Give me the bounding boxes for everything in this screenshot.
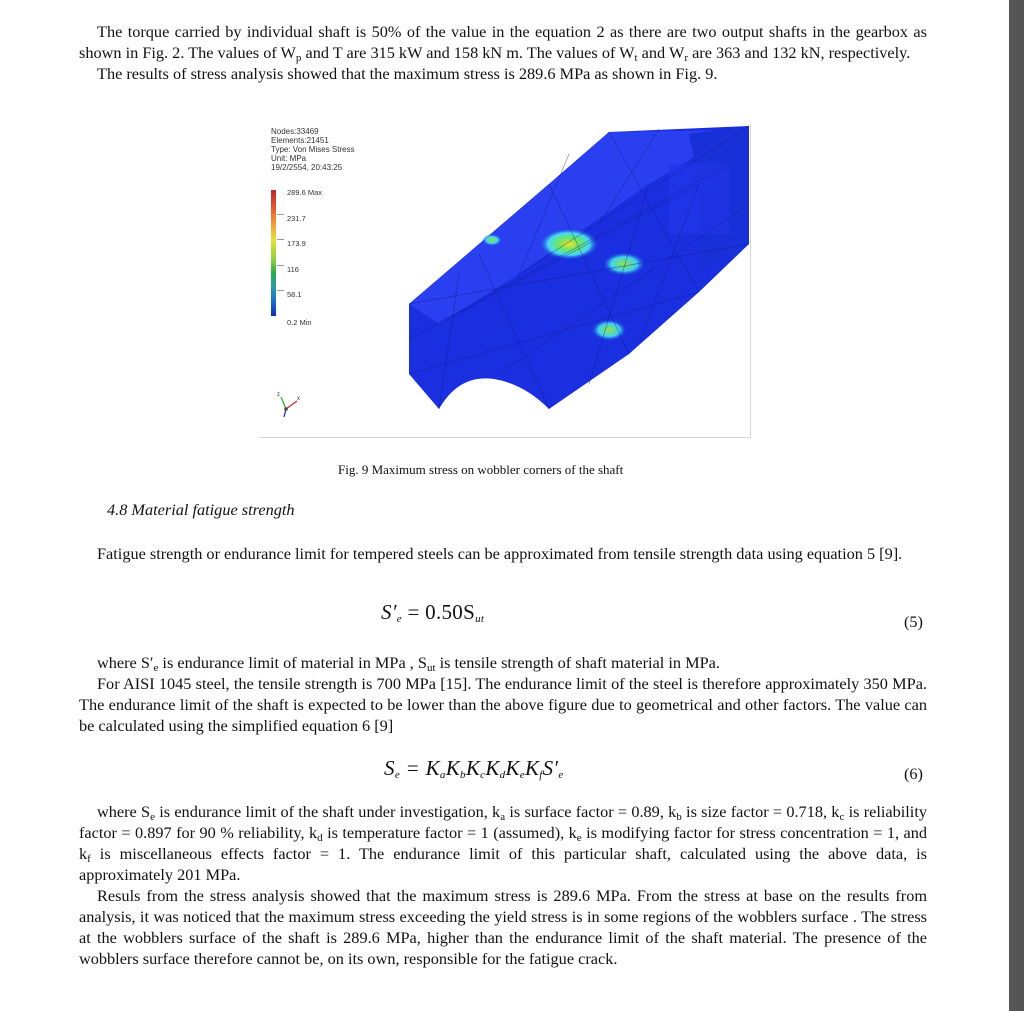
conclusion-text: Resuls from the stress analysis showed that the maximum stress is 289.6 MPa. From the stress at base on the results from analysis, it was noticed that the maximum stress exceeding the yield stress is in some regions of the wobblers surface . The stress at the wobblers surface of the shaft is 289.6 MPa, higher than the endurance limit of the shaft material. The presence of the wobblers surface therefore cannot be, on its own, responsible for the fatigue crack. — [79, 886, 927, 968]
equation-5: $S'_e = 0.50S_{ut}$ — [381, 600, 485, 625]
elements-label: Elements:21451 — [271, 136, 329, 145]
intro-paragraph — [79, 21, 927, 84]
legend-value: 58.1 — [287, 290, 302, 299]
aisi-text: For AISI 1045 steel, the tensile strength is 700 MPa [15]. The endurance limit of the steel is therefore approximately 350 MPa. The endurance limit of the shaft is expected to be lower than the above figure due to geometrical and other factors. The value can be calculated using the simplified equation 6 [9] — [79, 674, 927, 735]
fatigue-paragraph — [79, 543, 927, 564]
stress-hotspot-edge — [482, 234, 502, 246]
legend-value: 116 — [287, 265, 299, 274]
viewer-scroll-edge — [1009, 0, 1024, 1011]
axis-triad-icon — [271, 389, 301, 419]
where-line: where $S'_e$ is endurance limit of material in MPa , $S_{ut}$ is tensile strength of shaft material in MPa. — [97, 653, 720, 674]
unit-label: Unit: MPa — [271, 154, 307, 163]
date-label: 19/2/2554, 20:43:25 — [271, 163, 343, 172]
figure-info-block — [271, 127, 355, 172]
legend-tick — [277, 290, 284, 291]
section-heading: 4.8 Material fatigue strength — [107, 500, 295, 519]
type-label: Type: Von Mises Stress — [271, 145, 355, 154]
legend-max: 289.6 Max — [287, 188, 323, 197]
legend-tick — [277, 214, 284, 215]
stress-hotspot-secondary — [602, 252, 646, 276]
endurance-paragraph — [79, 652, 927, 736]
factors-text: where $S_e$ is endurance limit of the shaft under investigation, $k_a$ is surface factor = 0.89, $k_b$ is size factor = 0.718, $k_c$ is reliability factor = 0.897 for 90 % reliability, $k_d$ is temperature factor = 1 (assumed), $k_e$ is modifying factor for stress concentration = 1, and $k_f$ is miscellaneous effects factor = 1. The endurance limit of this particular shaft, calculated using the above data, is approximately 201 MPa. — [79, 802, 927, 884]
equation-5-number: (5) — [904, 612, 923, 631]
intro-text-2: The results of stress analysis showed that the maximum stress is 289.6 MPa as shown in Fig. 9. — [97, 64, 718, 83]
nodes-label: Nodes:33469 — [271, 127, 319, 136]
stress-legend-bar — [271, 190, 276, 316]
final-paragraphs — [79, 801, 927, 969]
z-axis-label: z — [277, 392, 280, 398]
figure-caption: Fig. 9 Maximum stress on wobbler corners of the shaft — [338, 462, 624, 477]
legend-tick — [277, 239, 284, 240]
equation-6-number: (6) — [904, 764, 923, 783]
legend-value: 231.7 — [287, 214, 306, 223]
x-axis-label: x — [297, 396, 300, 402]
fea-stress-figure — [259, 124, 751, 438]
shaft-mesh-render — [399, 124, 750, 436]
equation-6: $S_e = K_aK_bK_cK_dK_eK_fS'_e$ — [384, 756, 564, 781]
legend-tick — [277, 265, 284, 266]
intro-text-1: The torque carried by individual shaft is 50% of the value in the equation 2 as there are two output shafts in the gearbox as shown in Fig. 2. The values of $W_p$ and T are 315 kW and 158 kN m. The values of $W_t$ and $W_r$ are 363 and 132 kN, respectively. — [79, 22, 927, 64]
legend-value: 173.9 — [287, 239, 306, 248]
legend-min: 0.2 Min — [287, 318, 312, 327]
fatigue-text: Fatigue strength or endurance limit for tempered steels can be approximated from tensile strength data using equation 5 [9]. — [97, 544, 903, 563]
